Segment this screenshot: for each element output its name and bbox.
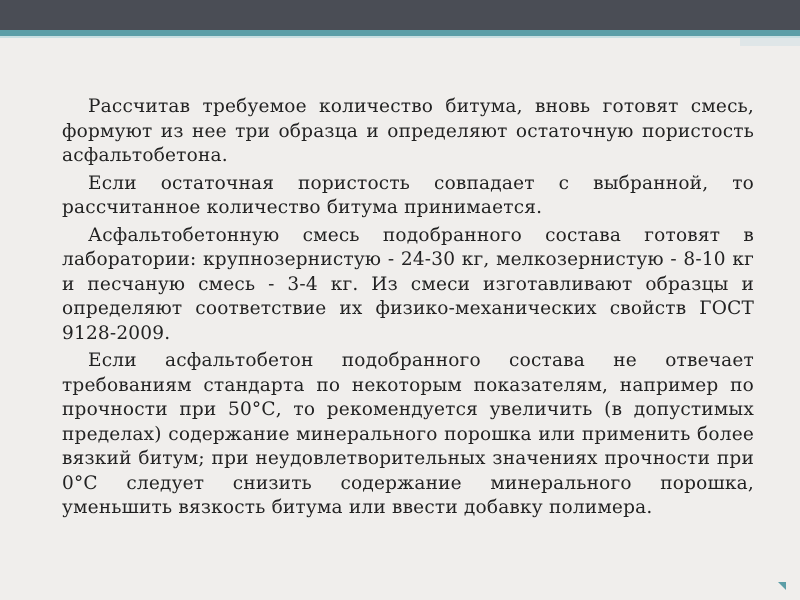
paragraph-4: Если асфальтобетон подобранного состава не отвечает требованиям стандарта по некоторым показателям, например по прочности при 50°С, то рекомендуется увеличить (в допустимых пределах) содержание минерального порошка или применить более вязкий битум; при неудовлетворительных значениях прочности при 0°С следует снизить содержание минерального порошка, уменьшить вязкость битума или ввести добавку полимера.: [62, 350, 754, 518]
header-bar-highlight: [0, 36, 800, 38]
corner-accent: [740, 38, 800, 46]
paragraph-1: Рассчитав требуемое количество битума, вновь готовят смесь, формуют из нее три образца и определяют остаточную пористость асфальтобетона.: [62, 96, 754, 166]
corner-triangle-decoration: [778, 582, 786, 590]
paragraph-3: Асфальтобетонную смесь подобранного состава готовят в лаборатории: крупнозернистую - 24-30 кг, мелкозернистую - 8-10 кг и песчаную смесь - 3-4 кг. Из смеси изготавливают образцы и определяют соответствие их физико-механических свойств ГОСТ 9128-2009.: [62, 224, 754, 344]
header-bar-dark: [0, 0, 800, 30]
paragraph-2: Если остаточная пористость совпадает с выбранной, то рассчитанное количество битума принимается.: [62, 172, 754, 218]
slide-body-text: [62, 95, 754, 524]
